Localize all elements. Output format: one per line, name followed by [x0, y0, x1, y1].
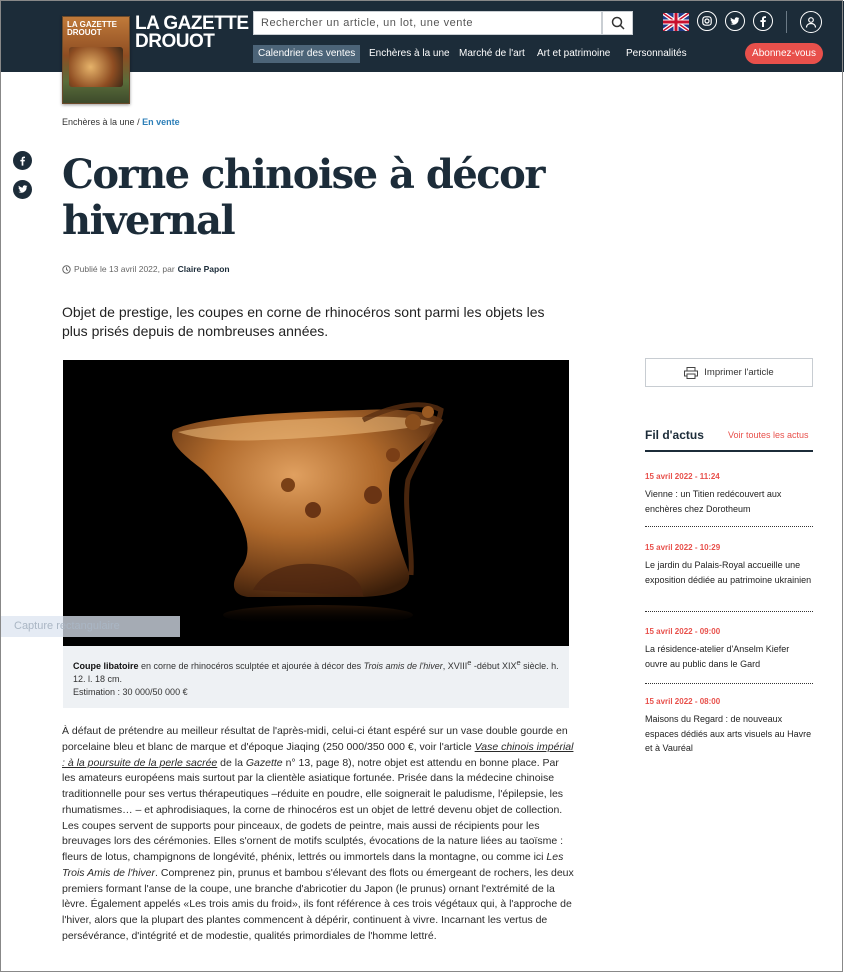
subscribe-button[interactable]: Abonnez-vous	[745, 43, 823, 64]
magazine-cover[interactable]	[62, 16, 130, 104]
instagram-button[interactable]	[697, 11, 717, 31]
body-part-4: . Comprenez pin, prunus et bambou s'élevant des flots ou émergeant de rochers, les deux premiers formant l'anse de la coupe, une branche d'abricotier du Japon (le prunus) ornant l'extrémité de la lèvre. Également appelés «Les trois amis du froid», ils font référence à ces trois végétaux qui, à l'approche de l'hiver, alors que la plupart des plantes commencent à dépérir, continuent à vivre. Incarnant les vertus de persévérance, d'intégrité et de modestie, qualités primordiales de l'homme lettré.	[62, 866, 574, 942]
news-text: Vienne : un Titien redécouvert aux enchères chez Dorotheum	[645, 489, 782, 514]
breadcrumb-current[interactable]: En vente	[142, 117, 180, 127]
cover-title: LA GAZETTE DROUOT	[67, 20, 117, 37]
instagram-icon	[702, 16, 712, 26]
news-separator	[645, 611, 813, 612]
cover-image	[69, 47, 123, 87]
twitter-icon	[18, 185, 28, 194]
caption-sup1: e	[467, 658, 472, 667]
breadcrumb-parent[interactable]: Enchères à la une	[62, 117, 135, 127]
news-item[interactable]	[645, 627, 813, 671]
print-label: Imprimer l'article	[704, 367, 774, 378]
nav-art-et-patrimoine[interactable]: Art et patrimoine	[537, 48, 611, 59]
caption-title: Coupe libatoire	[73, 661, 139, 671]
caption-c2: -début XIX	[471, 661, 517, 671]
nav-encheres-a-la-une[interactable]: Enchères à la une	[369, 48, 450, 59]
article-meta	[62, 264, 230, 274]
body-part-1: À défaut de prétendre au meilleur résultat de l'après-midi, celui-ci étant espéré sur un vase double gourde en porcelaine bleu et blanc de marque et d'époque Jiaqing (250 000/350 000 €, voir l'article	[62, 725, 568, 753]
nav-marche-de-l-art[interactable]: Marché de l'art	[459, 48, 525, 59]
facebook-button[interactable]	[753, 11, 773, 31]
news-item[interactable]	[645, 543, 813, 587]
twitter-icon	[730, 17, 740, 26]
breadcrumb	[62, 117, 180, 127]
share-twitter-button[interactable]	[13, 180, 32, 199]
body-part-2: de la	[217, 756, 246, 769]
article-link[interactable]: Vase chinois impérial : à la poursuite de la perle sacrée	[62, 740, 574, 769]
news-text: Le jardin du Palais-Royal accueille une exposition dédiée au patrimoine ukrainien	[645, 560, 812, 585]
share-facebook-button[interactable]	[13, 151, 32, 170]
breadcrumb-separator: /	[134, 117, 143, 127]
caption-text: en corne de rhinocéros sculptée et ajourée à décor des	[138, 661, 364, 671]
image-caption	[63, 646, 569, 708]
nav-personnalites[interactable]: Personnalités	[626, 48, 687, 59]
news-text: Maisons du Regard : de nouveaux espaces dédiés aux arts visuels au Havre et à Vauréal	[645, 714, 812, 753]
body-gazette: Gazette	[245, 756, 283, 769]
news-text: La résidence-atelier d'Anselm Kiefer ouvre au public dans le Gard	[645, 644, 790, 669]
site-logo[interactable]	[135, 15, 249, 51]
caption-c1: , XVIII	[442, 661, 468, 671]
print-button[interactable]	[645, 358, 813, 387]
search-button[interactable]	[602, 11, 633, 35]
caption-sup2: e	[516, 658, 521, 667]
news-separator	[645, 683, 813, 684]
facebook-icon	[760, 16, 766, 27]
news-item[interactable]	[645, 472, 813, 516]
fil-actus-title: Fil d'actus	[645, 428, 704, 442]
caption-c3: siècle. h. 12. l. 18 cm.	[73, 661, 559, 684]
clock-icon	[62, 265, 71, 274]
caption-italic: Trois amis de l'hiver	[363, 661, 443, 671]
rhino-horn-cup-image	[63, 360, 569, 646]
article-body	[62, 724, 574, 945]
facebook-icon	[20, 156, 25, 166]
uk-flag-icon[interactable]	[663, 13, 689, 31]
twitter-button[interactable]	[725, 11, 745, 31]
logo-line-2: DROUOT	[135, 31, 215, 52]
news-date: 15 avril 2022 - 08:00	[645, 697, 721, 706]
news-item[interactable]	[645, 697, 813, 756]
caption-estimate: Estimation : 30 000/50 000 €	[73, 687, 188, 697]
body-part-3: n° 13, page 8), notre objet est attendu en bonne place. Par les amateurs européens mais surtout par la clientèle asiatique fortunée. Prisée dans la médecine chinoise traditionnelle pour ses vertus thérapeutiques –réduite en poudre, elle soignerait le paludisme, l'épilepsie, les rhumatismes… – et aphrodisiaques, la corne de rhinocéros est un objet de lettré devenu objet de collection. Les coupes servent de supports pour pinceaux, de godets de peintre, mais aussi de récipients pour les breuvages lors des cérémonies. Elles s'ornent de motifs sculptés, évocations de la nature liées au taoïsme : fleurs de lotus, champignons de longévité, phénix, lettrés ou immortels dans la montagne, ou comme ici	[62, 756, 564, 863]
logo-line-1: LA GAZETTE	[135, 13, 249, 34]
news-date: 15 avril 2022 - 09:00	[645, 627, 721, 636]
article-lead: Objet de prestige, les coupes en corne de rhinocéros sont parmi les objets les plus prisés depuis de nombreuses années.	[62, 304, 545, 339]
published-date: Publié le 13 avril 2022, par	[74, 264, 175, 274]
search-icon	[611, 16, 625, 30]
article-image[interactable]	[63, 360, 569, 646]
search-input[interactable]: Rechercher un article, un lot, une vente	[253, 11, 602, 35]
nav-calendrier-des-ventes[interactable]: Calendrier des ventes	[253, 45, 360, 63]
header-divider	[786, 11, 787, 33]
news-date: 15 avril 2022 - 11:24	[645, 472, 720, 481]
article-title: Corne chinoise à décor hivernal	[62, 151, 544, 244]
printer-icon	[684, 367, 698, 379]
author-link[interactable]: Claire Papon	[177, 264, 230, 274]
news-date: 15 avril 2022 - 10:29	[645, 543, 721, 552]
news-separator	[645, 526, 813, 527]
body-italic: Les Trois Amis de l'hiver	[62, 851, 564, 879]
capture-rectangulaire-tooltip: Capture rectangulaire	[1, 616, 180, 637]
see-all-news-link[interactable]: Voir toutes les actus	[728, 430, 809, 440]
user-icon	[805, 16, 817, 28]
fil-actus-divider	[645, 450, 813, 452]
account-button[interactable]	[800, 11, 822, 33]
